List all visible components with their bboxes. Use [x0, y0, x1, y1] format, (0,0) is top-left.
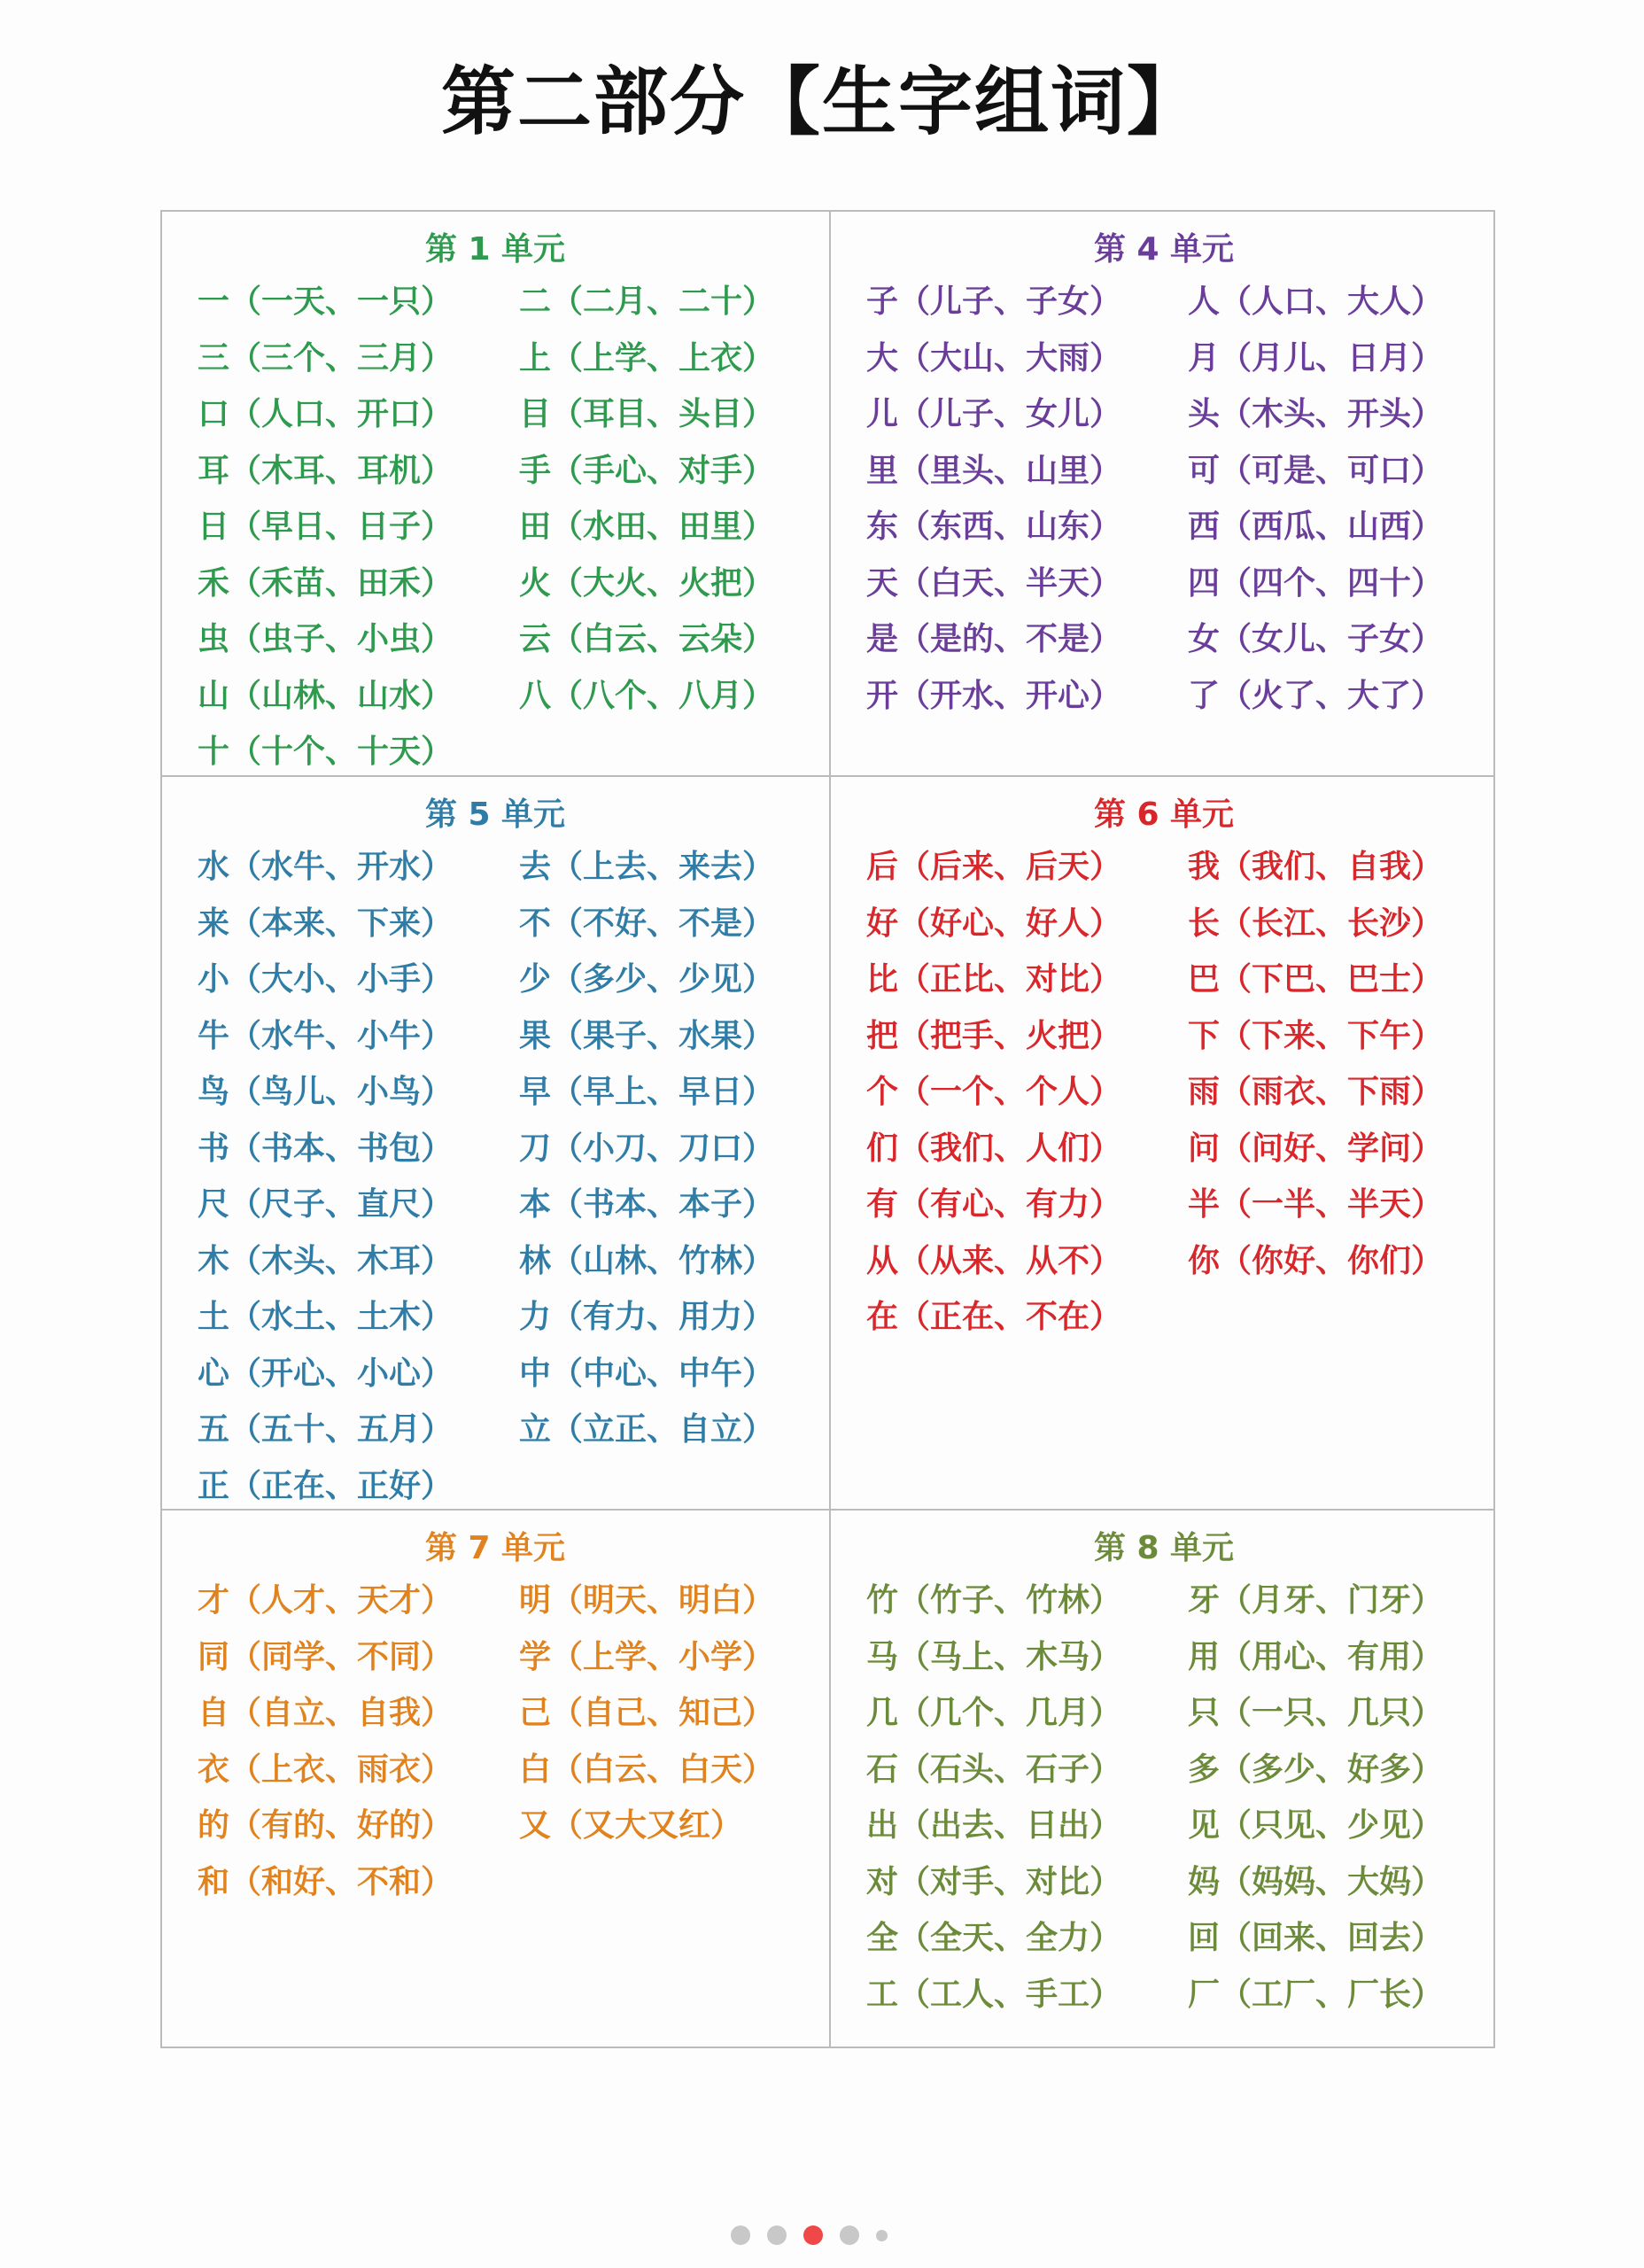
word-entry: 上（上学、上衣） [519, 339, 775, 377]
unit-title: 第 7 单元 [424, 1530, 566, 1566]
word-entry: 在（正在、不在） [866, 1299, 1122, 1335]
word-entry: 又（又大又红） [519, 1807, 743, 1844]
word-entry: 见（只见、少见） [1188, 1807, 1444, 1844]
word-entry: 八（八个、八月） [519, 677, 775, 714]
word-entry: 和（和好、不和） [198, 1863, 454, 1900]
word-entry: 了（火了、大了） [1188, 677, 1444, 714]
word-entry: 月（月儿、日月） [1188, 339, 1444, 377]
word-entry: 可（可是、可口） [1188, 452, 1444, 489]
word-entry: 天（白天、半天） [866, 564, 1122, 602]
word-entry: 的（有的、好的） [198, 1807, 454, 1844]
word-entry: 目（耳目、头目） [519, 396, 775, 432]
word-entry: 二（二月、二十） [519, 284, 775, 320]
word-entry: 力（有力、用力） [519, 1299, 775, 1335]
word-entry: 林（山林、竹林） [519, 1242, 775, 1279]
word-entry: 本（书本、本子） [519, 1186, 775, 1223]
word-entry: 同（同学、不同） [198, 1638, 454, 1675]
word-entry: 五（五十、五月） [198, 1411, 454, 1448]
word-entry: 耳（木耳、耳机） [198, 452, 454, 489]
word-entry: 我（我们、自我） [1188, 849, 1444, 885]
word-entry: 儿（儿子、女儿） [866, 396, 1122, 432]
word-entry: 西（西瓜、山西） [1188, 509, 1444, 545]
unit-title: 第 4 单元 [1093, 231, 1235, 268]
word-entry: 大（大山、大雨） [866, 339, 1122, 377]
unit-title: 第 1 单元 [424, 231, 566, 268]
word-entry: 里（里头、山里） [866, 452, 1122, 489]
word-entry: 全（全天、全力） [866, 1920, 1122, 1956]
word-entry: 牛（水牛、小牛） [198, 1017, 454, 1054]
word-entry: 土（水土、土木） [198, 1299, 454, 1335]
word-entry: 工（工人、手工） [866, 1976, 1122, 2013]
word-entry: 只（一只、几只） [1188, 1695, 1444, 1731]
word-entry: 山（山林、山水） [198, 677, 454, 714]
word-entry: 子（儿子、子女） [866, 284, 1122, 320]
word-entry: 手（手心、对手） [519, 452, 775, 489]
word-entry: 几（几个、几月） [866, 1695, 1122, 1731]
word-list [866, 1579, 1509, 2029]
word-list [866, 845, 1509, 1352]
word-entry: 后（后来、后天） [866, 849, 1122, 885]
word-entry: 你（你好、你们） [1188, 1242, 1444, 1279]
word-entry: 虫（虫子、小虫） [198, 621, 454, 657]
word-list [198, 845, 841, 1520]
word-entry: 己（自己、知己） [519, 1695, 775, 1731]
word-entry: 四（四个、四十） [1188, 564, 1444, 602]
word-entry: 厂（工厂、厂长） [1188, 1976, 1444, 2013]
word-entry: 长（长江、长沙） [1188, 905, 1444, 942]
word-entry: 禾（禾苗、田禾） [198, 564, 454, 602]
word-entry: 才（人才、天才） [198, 1582, 454, 1619]
word-entry: 竹（竹子、竹林） [866, 1582, 1122, 1619]
word-entry: 多（多少、好多） [1188, 1751, 1444, 1788]
word-entry: 口（人口、开口） [198, 396, 454, 432]
word-entry: 人（人口、大人） [1188, 284, 1444, 320]
word-entry: 出（出去、日出） [866, 1807, 1122, 1844]
unit-title: 第 6 单元 [1093, 796, 1235, 833]
word-entry: 去（上去、来去） [519, 849, 775, 885]
word-entry: 书（书本、书包） [198, 1130, 454, 1167]
page-dot[interactable] [840, 2225, 859, 2245]
word-entry: 半（一半、半天） [1188, 1186, 1444, 1223]
word-entry: 个（一个、个人） [866, 1074, 1122, 1110]
word-entry: 回（回来、回去） [1188, 1920, 1444, 1956]
word-entry: 水（水牛、开水） [198, 849, 454, 885]
word-entry: 有（有心、有力） [866, 1186, 1122, 1223]
word-entry: 三（三个、三月） [198, 339, 454, 377]
unit-title: 第 8 单元 [1093, 1530, 1235, 1566]
page-indicator[interactable] [731, 2225, 888, 2245]
word-entry: 巴（下巴、巴士） [1188, 961, 1444, 998]
word-entry: 火（大火、火把） [519, 564, 775, 602]
word-entry: 们（我们、人们） [866, 1130, 1122, 1167]
word-entry: 尺（尺子、直尺） [198, 1186, 454, 1223]
page-dot[interactable] [731, 2225, 750, 2245]
word-entry: 是（是的、不是） [866, 621, 1122, 657]
word-entry: 中（中心、中午） [519, 1355, 775, 1392]
word-entry: 牙（月牙、门牙） [1188, 1582, 1444, 1619]
word-list [866, 280, 1509, 730]
word-entry: 明（明天、明白） [519, 1582, 775, 1619]
word-entry: 自（自立、自我） [198, 1695, 454, 1731]
word-entry: 马（马上、木马） [866, 1638, 1122, 1675]
word-entry: 把（把手、火把） [866, 1017, 1122, 1054]
word-entry: 田（水田、田里） [519, 509, 775, 545]
word-entry: 衣（上衣、雨衣） [198, 1751, 454, 1788]
word-entry: 小（大小、小手） [198, 961, 454, 998]
word-entry: 十（十个、十天） [198, 734, 454, 770]
word-entry: 头（木头、开头） [1188, 396, 1444, 432]
word-entry: 少（多少、少见） [519, 961, 775, 998]
word-entry: 早（早上、早日） [519, 1074, 775, 1110]
word-entry: 雨（雨衣、下雨） [1188, 1074, 1444, 1110]
word-entry: 女（女儿、子女） [1188, 621, 1444, 657]
word-entry: 鸟（鸟儿、小鸟） [198, 1074, 454, 1110]
word-entry: 云（白云、云朵） [519, 621, 775, 657]
word-entry: 来（本来、下来） [198, 905, 454, 942]
word-entry: 东（东西、山东） [866, 509, 1122, 545]
word-entry: 石（石头、石子） [866, 1751, 1122, 1788]
word-entry: 一（一天、一只） [198, 284, 454, 320]
word-entry: 心（开心、小心） [198, 1355, 454, 1392]
unit-title: 第 5 单元 [424, 796, 566, 833]
word-entry: 好（好心、好人） [866, 905, 1122, 942]
word-entry: 下（下来、下午） [1188, 1017, 1444, 1054]
word-entry: 比（正比、对比） [866, 961, 1122, 998]
page-dot[interactable] [767, 2225, 787, 2245]
word-entry: 白（白云、白天） [519, 1751, 775, 1788]
word-entry: 木（木头、木耳） [198, 1242, 454, 1279]
word-list [198, 280, 841, 787]
word-entry: 日（早日、日子） [198, 509, 454, 545]
word-table [160, 210, 1495, 2048]
word-entry: 对（对手、对比） [866, 1863, 1122, 1900]
page-dot[interactable] [803, 2225, 823, 2245]
word-entry: 正（正在、正好） [198, 1467, 454, 1504]
word-entry: 开（开水、开心） [866, 677, 1122, 714]
word-entry: 从（从来、从不） [866, 1242, 1122, 1279]
word-entry: 立（立正、自立） [519, 1411, 775, 1448]
word-entry: 问（问好、学问） [1188, 1130, 1444, 1167]
word-list [198, 1579, 841, 1916]
page-title: 第二部分【生字组词】 [440, 58, 1203, 145]
word-entry: 用（用心、有用） [1188, 1638, 1444, 1675]
word-entry: 不（不好、不是） [519, 905, 775, 942]
word-entry: 果（果子、水果） [519, 1017, 775, 1054]
word-entry: 妈（妈妈、大妈） [1188, 1863, 1444, 1900]
word-entry: 刀（小刀、刀口） [519, 1130, 775, 1167]
page-dot[interactable] [876, 2230, 888, 2241]
word-entry: 学（上学、小学） [519, 1638, 775, 1675]
